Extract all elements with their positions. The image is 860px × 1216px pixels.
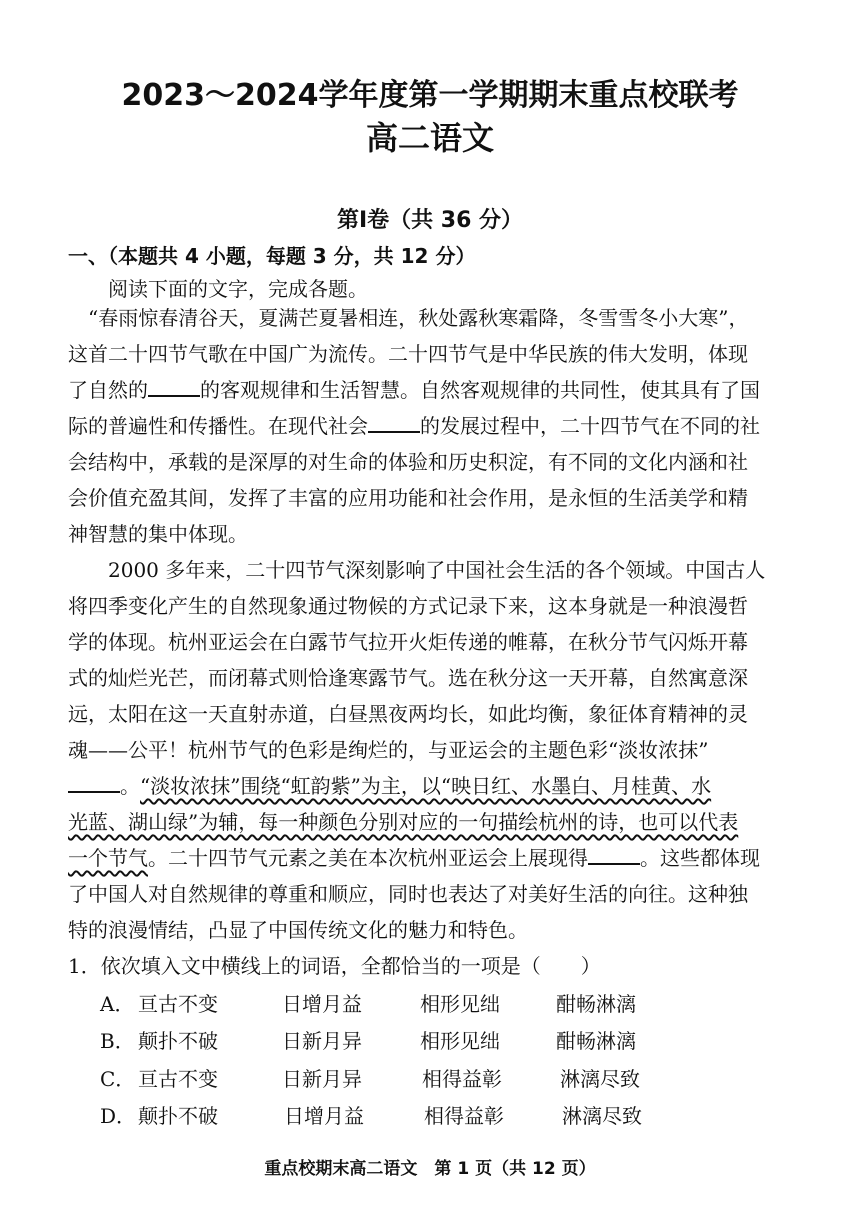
option-item: 亘古不变 xyxy=(138,992,218,1016)
passage-line: 魂——公平！杭州节气的色彩是绚烂的，与亚运会的主题色彩“淡妆浓抹” xyxy=(68,738,709,762)
option-item: 日增月益 xyxy=(282,992,362,1016)
option-item: 相得益彰 xyxy=(422,1067,502,1091)
option-row-d xyxy=(0,1100,860,1130)
passage-text: 。这些都体现 xyxy=(640,846,760,870)
option-item: 日新月异 xyxy=(282,1029,362,1053)
passage-line: 将四季变化产生的自然现象通过物候的方式记录下来，这本身就是一种浪漫哲 xyxy=(68,594,748,618)
passage-line: 会结构中，承载的是深厚的对生命的体验和历史积淀，有不同的文化内涵和社 xyxy=(68,450,748,474)
wavy-underlined-text: 一个节气 xyxy=(68,846,148,870)
passage-text: 。二十四节气元素之美在本次杭州亚运会上展现得 xyxy=(148,846,588,870)
answer-blank xyxy=(588,841,640,865)
section-instruction: 阅读下面的文字，完成各题。 xyxy=(108,277,368,301)
wavy-underlined-text: 光蓝、湖山绿”为辅，每一种颜色分别对应的一句描绘杭州的诗，也可以代表 xyxy=(68,810,739,834)
passage-line: “春雨惊春清谷天，夏满芒夏暑相连，秋处露秋寒霜降，冬雪雪冬小大寒”， xyxy=(88,306,749,330)
passage-line: 这首二十四节气歌在中国广为流传。二十四节气是中华民族的伟大发明，体现 xyxy=(68,342,748,366)
option-label: A． xyxy=(100,992,135,1016)
option-label: C． xyxy=(100,1067,136,1091)
option-item: 颠扑不破 xyxy=(138,1029,218,1053)
exam-title: 2023～2024学年度第一学期期末重点校联考 xyxy=(121,78,739,113)
option-item: 相形见绌 xyxy=(420,1029,500,1053)
subject-title: 高二语文 xyxy=(365,119,494,157)
passage-text: 的客观规律和生活智慧。自然客观规律的共同性，使其具有了国 xyxy=(200,378,760,402)
option-item: 相得益彰 xyxy=(424,1104,504,1128)
option-label: B． xyxy=(100,1029,135,1053)
option-row-c xyxy=(0,1063,860,1093)
option-item: 相形见绌 xyxy=(420,992,500,1016)
passage-paragraph-1 xyxy=(68,300,788,552)
option-row-b xyxy=(0,1025,860,1055)
option-item: 颠扑不破 xyxy=(138,1104,218,1128)
option-item: 酣畅淋漓 xyxy=(556,1029,636,1053)
option-row-a xyxy=(0,988,860,1018)
passage-text: 。 xyxy=(120,774,140,798)
passage-line: 会价值充盈其间，发挥了丰富的应用功能和社会作用，是永恒的生活美学和精 xyxy=(68,486,748,510)
passage-line xyxy=(68,840,788,876)
volume-title: 第Ⅰ卷（共 36 分） xyxy=(336,208,524,233)
passage-line: 学的体现。杭州亚运会在白露节气拉开火炬传递的帷幕，在秋分节气闪烁开幕 xyxy=(68,630,748,654)
option-item: 日新月异 xyxy=(282,1067,362,1091)
passage-line: 2000 多年来，二十四节气深刻影响了中国社会生活的各个领域。中国古人 xyxy=(68,558,766,582)
passage-paragraph-2 xyxy=(68,552,788,948)
page-footer: 重点校期末高二语文 第 1 页（共 12 页） xyxy=(264,1159,596,1179)
passage-text: 的发展过程中，二十四节气在不同的社 xyxy=(420,414,760,438)
question-stem: 1．依次填入文中横线上的词语，全都恰当的一项是（ ） xyxy=(68,954,601,978)
passage-line: 了中国人对自然规律的尊重和顺应，同时也表达了对美好生活的向往。这种独 xyxy=(68,882,748,906)
option-item: 酣畅淋漓 xyxy=(556,992,636,1016)
passage-line: 神智慧的集中体现。 xyxy=(68,522,248,546)
passage-line: 远，太阳在这一天直射赤道，白昼黑夜两均长，如此均衡，象征体育精神的灵 xyxy=(68,702,748,726)
passage-line: 特的浪漫情结，凸显了中国传统文化的魅力和特色。 xyxy=(68,918,528,942)
passage-line: 式的灿烂光芒，而闭幕式则恰逢寒露节气。选在秋分这一天开幕，自然寓意深 xyxy=(68,666,748,690)
option-item: 淋漓尽致 xyxy=(560,1067,640,1091)
answer-blank xyxy=(368,409,420,433)
option-label: D． xyxy=(100,1104,137,1128)
wavy-underlined-text: “淡妆浓抹”围绕“虹韵紫”为主，以“映日红、水墨白、月桂黄、水 xyxy=(140,774,712,798)
passage-line xyxy=(68,372,788,408)
passage-text: 际的普遍性和传播性。在现代社会 xyxy=(68,414,368,438)
answer-blank xyxy=(148,373,200,397)
answer-blank xyxy=(68,769,120,793)
option-item: 日增月益 xyxy=(284,1104,364,1128)
passage-line xyxy=(68,408,788,444)
option-item: 亘古不变 xyxy=(138,1067,218,1091)
passage-line xyxy=(68,804,788,840)
passage-line xyxy=(68,768,788,804)
option-item: 淋漓尽致 xyxy=(562,1104,642,1128)
section-heading: 一、（本题共 4 小题，每题 3 分，共 12 分） xyxy=(68,244,476,268)
passage-text: 了自然的 xyxy=(68,378,148,402)
